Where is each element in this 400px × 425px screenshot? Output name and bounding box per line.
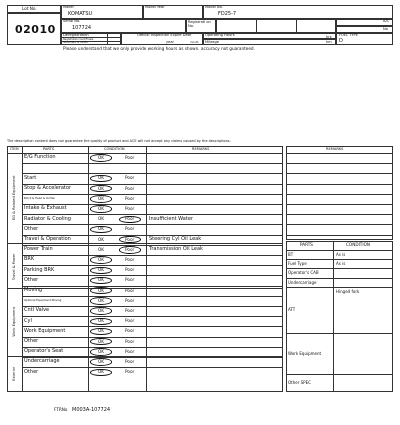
row-ok: OK xyxy=(98,359,105,364)
row-poor: Poor xyxy=(125,226,135,232)
row-poor: Poor xyxy=(125,297,135,303)
km-label: km xyxy=(326,40,332,44)
group-travel-power: Travel & Power xyxy=(12,253,17,281)
row-ok: OK xyxy=(98,257,105,262)
parts-row-part: ATT xyxy=(288,307,296,312)
row-part: Start xyxy=(24,174,37,181)
serial-value: 107724 xyxy=(72,25,92,31)
row-poor: Poor xyxy=(125,236,135,242)
parts-row-condition: As is xyxy=(336,251,346,257)
row-ok: OK xyxy=(98,318,105,324)
maker-label: Maker xyxy=(63,5,74,9)
maker-value: KOMATSU xyxy=(68,11,93,17)
parts-row-part: Operator's CAB xyxy=(288,269,319,275)
model-no-value: FD25-7 xyxy=(218,11,237,17)
row-ok: OK xyxy=(98,297,105,303)
row-poor: Poor xyxy=(125,257,135,262)
row-poor: Poor xyxy=(125,348,135,354)
row-ok: OK xyxy=(98,277,105,283)
col-condition: CONDITION xyxy=(104,147,125,151)
row-part: Other xyxy=(24,338,39,344)
group-exterior: Exterior xyxy=(12,366,17,381)
condition-circle xyxy=(90,348,112,355)
row-ok: OK xyxy=(98,206,105,211)
row-ok: OK xyxy=(98,195,105,201)
notice-text: Please understand that we only provide working hours as shown. accuracy not guaranteed. xyxy=(63,46,255,51)
row-poor: Poor xyxy=(125,155,135,160)
month-label: month xyxy=(190,41,199,44)
row-ok: OK xyxy=(98,246,105,252)
row-ok: OK xyxy=(98,308,105,313)
row-part: Stop & Accelerator xyxy=(24,185,72,191)
col-remarks: REMARKS xyxy=(192,147,210,151)
row-ok: OK xyxy=(98,328,105,334)
condition-circle xyxy=(119,246,141,253)
parts-row-part: Fuel Type xyxy=(288,260,307,266)
row-poor: Poor xyxy=(125,246,135,252)
row-ok: OK xyxy=(98,216,105,222)
parts-row-condition: As is xyxy=(336,260,346,266)
row-ok: OK xyxy=(98,287,105,293)
document-label: document of CEMA xyxy=(63,41,88,44)
row-ok: OK xyxy=(98,369,105,375)
parts-row-condition: Hinged fork xyxy=(336,288,360,294)
condition-circle xyxy=(90,195,112,202)
model-no-label: Model No. xyxy=(205,5,223,9)
row-part: Radiator & Cooling xyxy=(24,215,71,222)
row-poor: Poor xyxy=(125,338,135,344)
row-ok: OK xyxy=(98,226,105,232)
row-poor: Poor xyxy=(125,369,135,375)
group-eg-related: EG & Related Equipment xyxy=(12,175,17,221)
row-part: Parking BRK xyxy=(24,266,55,273)
fuel-type-value: D xyxy=(339,38,343,44)
row-ok: OK xyxy=(98,155,105,160)
lot-no-value: 02010 xyxy=(15,23,56,36)
condition-circle xyxy=(90,267,112,274)
row-poor: Poor xyxy=(125,277,135,283)
row-part: Work Equipment xyxy=(24,327,66,334)
ac-value: No xyxy=(383,27,388,31)
row-part: Travel & Operation xyxy=(24,236,71,242)
row-remark: Transmission Oil Leak xyxy=(149,246,203,253)
row-poor: Poor xyxy=(125,195,135,201)
condition-circle xyxy=(90,256,112,263)
row-poor: Poor xyxy=(125,359,135,364)
mileage-label: Mileage xyxy=(205,39,220,44)
mileage-cell xyxy=(203,39,336,45)
row-poor: Poor xyxy=(125,185,135,191)
parts-row-part: Undercarriage xyxy=(288,279,317,285)
row-poor: Poor xyxy=(125,287,135,293)
row-ok: OK xyxy=(98,267,105,273)
fuel-type-label: FUEL TYPE xyxy=(339,33,358,37)
registration-value-cell xyxy=(216,19,336,33)
footer-label: FTRNo xyxy=(54,407,68,412)
parts-col-parts: PARTS xyxy=(300,242,313,247)
condition-circle xyxy=(90,307,112,314)
row-poor: Poor xyxy=(125,206,135,211)
row-ok: OK xyxy=(98,175,105,181)
parts-row-part: BT xyxy=(288,251,294,257)
row-poor: Poor xyxy=(125,175,135,181)
condition-circle xyxy=(90,369,112,376)
row-part: Intake & Exhaust xyxy=(24,205,67,212)
col-item: ITEM xyxy=(10,147,19,151)
row-part: Other xyxy=(24,225,39,232)
row-part: Optional Equipment Moving xyxy=(24,298,62,303)
row-part: Block & Head & Oil Pan xyxy=(24,196,56,201)
row-part: Operator's Seat xyxy=(24,348,64,355)
row-part: Cntl Valve xyxy=(24,307,50,314)
serial-label: Serial No. xyxy=(63,19,81,23)
condition-circle xyxy=(90,205,112,212)
registration-cert-label: Registration Cert/Finale xyxy=(63,37,94,41)
condition-circle xyxy=(90,154,112,161)
row-part: Moving xyxy=(24,287,43,293)
row-poor: Poor xyxy=(125,267,135,273)
row-poor: Poor xyxy=(125,216,135,222)
row-poor: Poor xyxy=(125,308,135,313)
registration-label: Registrati on No. xyxy=(188,20,211,28)
condition-circle xyxy=(119,216,141,223)
row-ok: OK xyxy=(98,338,105,344)
hrs-label: hrs xyxy=(326,35,332,39)
condition-circle xyxy=(90,297,112,304)
model-year-label: Model Year xyxy=(145,5,165,9)
row-part: Cyl xyxy=(24,317,32,324)
group-work-equipment: Work Equipment xyxy=(12,306,17,337)
inspection-label: Official Inspection Expire Date xyxy=(137,33,192,37)
row-part: Other xyxy=(24,368,39,375)
row-remark: Steering Cyl Oil Leak xyxy=(149,236,202,242)
lot-no-label: Lot No. xyxy=(22,6,37,11)
year-label: year xyxy=(166,40,175,44)
footer-value: M003A-107724 xyxy=(72,406,111,413)
operating-hours-label: Operating Hours xyxy=(205,33,235,37)
row-part: Power Train xyxy=(24,246,53,253)
right-remarks-header: REMARKS xyxy=(326,147,344,151)
parts-col-condition: CONDITION xyxy=(346,242,371,247)
row-part: Other xyxy=(24,276,39,283)
row-ok: OK xyxy=(98,348,105,354)
row-poor: Poor xyxy=(125,318,135,324)
col-parts: PARTS xyxy=(43,147,55,151)
row-part: E/G Function xyxy=(24,154,56,161)
parts-row-part: Other SPEC xyxy=(288,380,311,385)
parts-row-part: Work Equipment xyxy=(288,350,322,356)
disclaimer-text: The description content does not guarantee the quality of product and ACE will not accept any claims caused by the descriptions. xyxy=(7,139,231,143)
dereg-label: Deregistration xyxy=(63,33,89,37)
condition-circle xyxy=(90,358,112,365)
row-ok: OK xyxy=(98,185,105,191)
condition-circle xyxy=(90,318,112,325)
row-poor: Poor xyxy=(125,328,135,334)
ac-label: A/C xyxy=(383,19,390,23)
row-remark: Insufficient Water xyxy=(149,215,193,222)
row-part: Undercarriage xyxy=(24,358,60,365)
row-part: BRK xyxy=(24,256,35,263)
row-ok: OK xyxy=(98,236,105,242)
